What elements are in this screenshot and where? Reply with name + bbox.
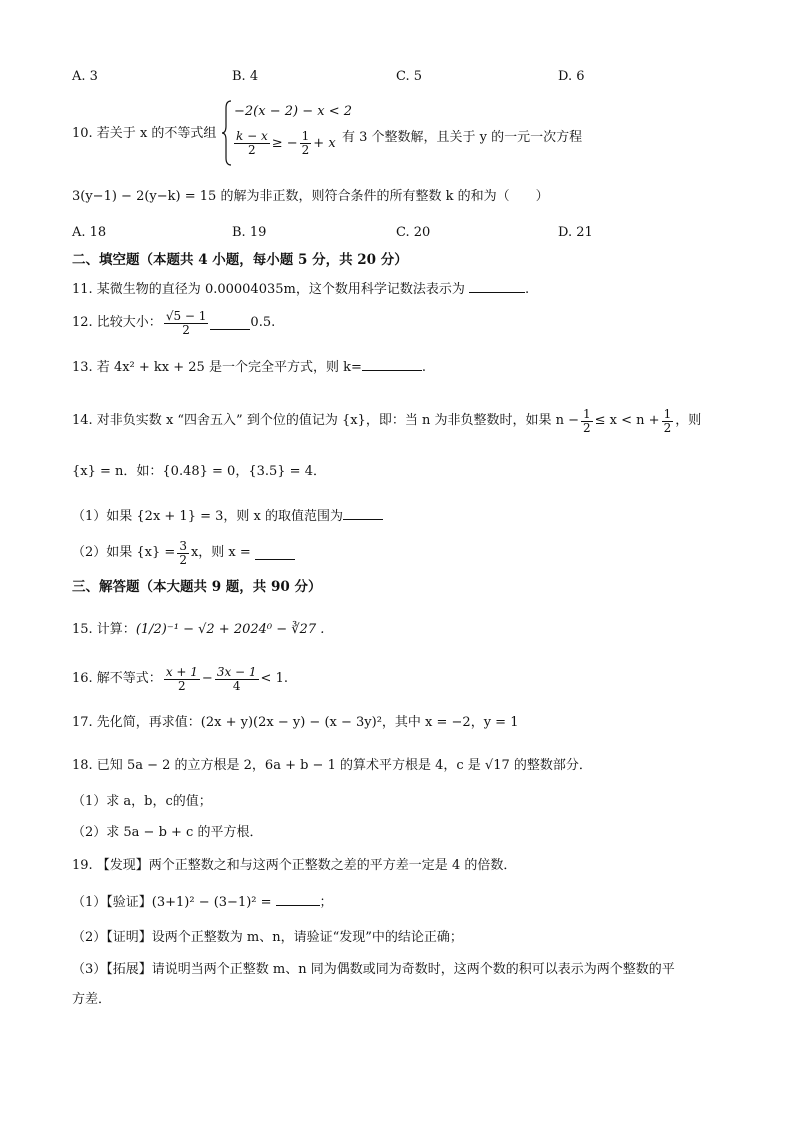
q11	[72, 280, 529, 298]
q14-sub2-answer-blank[interactable]	[255, 547, 295, 560]
q12-denominator: 2	[182, 322, 190, 337]
q10-inequality-2	[232, 130, 336, 156]
q13-answer-blank[interactable]	[362, 358, 422, 371]
q16	[72, 666, 288, 692]
q14-suffix: ，则	[675, 413, 702, 429]
q10-option-b: B. 19	[232, 225, 267, 240]
q14-mid: ≤ x < n +	[594, 413, 660, 429]
q18-sub2: （2）求 5a − b + c 的平方根．	[72, 825, 263, 840]
q10-stem-line2: 3(y−1) − 2(y−k) = 15 的解为非正数，则符合条件的所有整数 k 的和为（ ）	[72, 189, 549, 204]
q10-ineq2-half-num: 1	[301, 129, 310, 143]
q11-end: .	[524, 282, 530, 297]
q16-num-1: x + 1	[165, 665, 198, 679]
q13-end: .	[421, 360, 426, 375]
q14-sub2-den: 2	[179, 552, 187, 567]
q18-main: 18. 已知 5a − 2 的立方根是 2，6a + b − 1 的算术平方根是 4，c 是 √17 的整数部分．	[72, 758, 592, 773]
q12-prefix: 12. 比较大小：	[72, 315, 162, 331]
q9-option-d: D. 6	[558, 69, 585, 84]
q10-option-c: C. 20	[396, 225, 431, 240]
q14-sub2-num: 3	[179, 539, 187, 553]
q19-sub1-end: ；	[319, 895, 333, 910]
q19-sub1	[72, 893, 333, 911]
q16-num-2: 3x − 1	[216, 665, 257, 679]
q9-option-c: C. 5	[396, 69, 423, 84]
q19-sub1-answer-blank[interactable]	[276, 893, 320, 906]
q10-option-d: D. 21	[558, 225, 593, 240]
q17: 17. 先化简，再求值：(2x + y)(2x − y) − (x − 3y)²，其中 x = −2，y = 1	[72, 715, 519, 730]
q10-system-brace	[222, 100, 232, 166]
q10-ineq2-half-den: 2	[301, 142, 310, 157]
q12-suffix: 0.5.	[250, 315, 276, 331]
q10-ineq2-tail: + x	[313, 135, 336, 151]
q16-den-2: 4	[232, 678, 241, 693]
q14-line2: {x} = n．如：{0.48} = 0，{3.5} = 4．	[72, 464, 326, 479]
q9-option-a: A. 3	[72, 69, 98, 84]
q11-text: 11. 某微生物的直径为 0.00004035m，这个数用科学记数法表示为	[72, 282, 465, 297]
q14-sub2	[72, 540, 295, 566]
q12-numerator: √5 − 1	[165, 309, 207, 323]
q14-prefix: 14. 对非负实数 x “四舍五入” 到个位的值记为 {x}，即：当 n 为非负整数时，如果 n −	[72, 413, 580, 429]
q19-main: 19. 【发现】两个正整数之和与这两个正整数之差的平方差一定是 4 的倍数．	[72, 858, 517, 873]
q13-text: 13. 若 4x² + kx + 25 是一个完全平方式，则 k=	[72, 360, 362, 375]
q14-sub1	[72, 507, 383, 525]
q10-ineq2-numerator: k − x	[236, 129, 268, 143]
q14-half-num-b: 1	[663, 407, 672, 421]
q10-inequality-1: −2(x − 2) − x < 2	[234, 104, 352, 119]
q19-sub3-line1: （3）【拓展】请说明当两个正整数 m、n 同为偶数或同为奇数时，这两个数的积可以表示为两个整数的平	[72, 962, 675, 977]
q18-sub1: （1）求 a，b，c的值；	[72, 794, 212, 809]
q16-minus: −	[201, 671, 213, 687]
q15	[72, 622, 324, 638]
q16-den-1: 2	[178, 678, 186, 693]
q14-sub1-answer-blank[interactable]	[343, 507, 383, 520]
q19-sub3-line2: 方差．	[72, 992, 112, 1007]
q12	[72, 310, 275, 336]
q14-half-den-b: 2	[663, 420, 672, 435]
q14-sub2-prefix: （2）如果 {x} =	[72, 545, 176, 561]
q19-sub1-text: （1）【验证】(3+1)² − (3−1)² =	[72, 895, 272, 910]
q19-sub2: （2）【证明】设两个正整数为 m、n，请验证“发现”中的结论正确；	[72, 930, 463, 945]
q15-expression: (1/2)⁻¹ − √2 + 2024⁰ − ∛27 .	[135, 622, 325, 637]
q14-half-num-a: 1	[583, 407, 591, 421]
q10-option-a: A. 18	[72, 225, 107, 240]
q15-prefix: 15. 计算：	[72, 622, 136, 637]
q10-stem-suffix: 有 3 个整数解，且关于 y 的一元一次方程	[342, 130, 583, 145]
q10-ineq2-mid: ≥ −	[271, 135, 298, 151]
section-2-heading: 二、填空题（本题共 4 小题，每小题 5 分，共 20 分）	[72, 252, 408, 268]
q14-sub2-mid: x，则 x =	[190, 545, 251, 561]
q14-half-den-a: 2	[583, 420, 591, 435]
q16-prefix: 16. 解不等式：	[72, 671, 162, 687]
q9-option-b: B. 4	[232, 69, 259, 84]
q14-line1	[72, 408, 701, 434]
q10-ineq2-denominator: 2	[248, 142, 256, 157]
q14-sub1-text: （1）如果 {2x + 1} = 3，则 x 的取值范围为	[72, 509, 344, 524]
q16-suffix: < 1.	[260, 671, 288, 687]
q11-answer-blank[interactable]	[469, 280, 525, 293]
q13	[72, 358, 426, 376]
section-3-heading: 三、解答题（本大题共 9 题，共 90 分）	[72, 579, 322, 595]
q10-stem-prefix: 10. 若关于 x 的不等式组	[72, 126, 217, 141]
q12-answer-blank[interactable]	[210, 317, 250, 330]
